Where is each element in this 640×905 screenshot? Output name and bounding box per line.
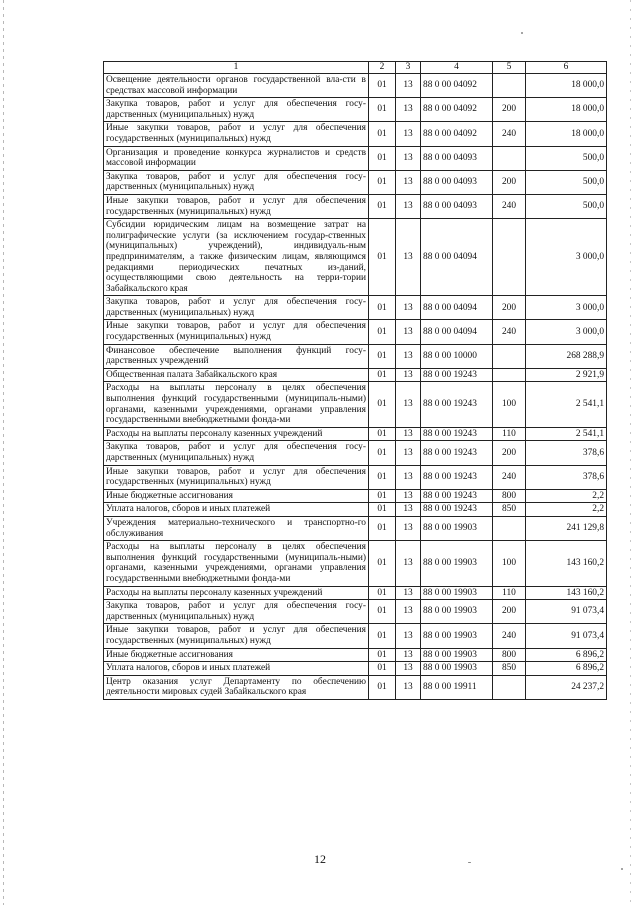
column-header: 6 — [526, 62, 607, 74]
amount-cell: 2 921,9 — [526, 368, 607, 382]
amount-cell: 18 000,0 — [526, 74, 607, 98]
subsection-code-cell: 13 — [396, 382, 421, 427]
amount-cell: 500,0 — [526, 194, 607, 218]
section-code-cell: 01 — [369, 675, 396, 699]
amount-cell: 2,2 — [526, 503, 607, 517]
section-code-cell: 01 — [369, 320, 396, 344]
subsection-code-cell: 13 — [396, 368, 421, 382]
target-article-cell: 88 0 00 19243 — [421, 489, 493, 503]
section-code-cell: 01 — [369, 600, 396, 624]
subsection-code-cell: 13 — [396, 675, 421, 699]
section-code-cell: 01 — [369, 624, 396, 648]
expense-type-cell: 800 — [493, 648, 526, 662]
column-header: 3 — [396, 62, 421, 74]
target-article-cell: 88 0 00 04094 — [421, 219, 493, 296]
page-number: 12 — [314, 852, 326, 866]
target-article-cell: 88 0 00 19903 — [421, 624, 493, 648]
expense-type-cell: 850 — [493, 662, 526, 676]
scan-speck — [621, 868, 623, 870]
expense-name-cell: Освещение деятельности органов государственной вла-сти в средствах массовой информации — [104, 74, 369, 98]
column-header: 1 — [104, 62, 369, 74]
expense-name-cell: Расходы на выплаты персоналу в целях обеспечения выполнения функций государственными (муниципаль-ными) органами, казенными учреждениями, органами управления государственными внебюджетными фонда-ми — [104, 541, 369, 586]
subsection-code-cell: 13 — [396, 503, 421, 517]
expense-name-cell: Закупка товаров, работ и услуг для обеспечения госу-дарственных (муниципальных) нужд — [104, 170, 369, 194]
expense-name-cell: Расходы на выплаты персоналу казенных учреждений — [104, 427, 369, 441]
target-article-cell: 88 0 00 04093 — [421, 170, 493, 194]
target-article-cell: 88 0 00 19243 — [421, 441, 493, 465]
target-article-cell: 88 0 00 19243 — [421, 382, 493, 427]
amount-cell: 91 073,4 — [526, 624, 607, 648]
expense-type-cell — [493, 368, 526, 382]
amount-cell: 500,0 — [526, 170, 607, 194]
expense-type-cell: 100 — [493, 541, 526, 586]
table-row — [104, 122, 607, 146]
subsection-code-cell: 13 — [396, 600, 421, 624]
target-article-cell: 88 0 00 19911 — [421, 675, 493, 699]
table-row — [104, 503, 607, 517]
amount-cell: 378,6 — [526, 465, 607, 489]
expense-name-cell: Субсидии юридическим лицам на возмещение затрат на полиграфические услуги (за исключением государ-ственных (муниципальных) учреждений), индивидуаль-ным предпринимателям, а также физическим лицам, являющимся редакциями периодических печатных из-даний, осуществляющими свою деятельность на терри-тории Забайкальского края — [104, 219, 369, 296]
target-article-cell: 88 0 00 04094 — [421, 320, 493, 344]
expense-type-cell: 100 — [493, 382, 526, 427]
subsection-code-cell: 13 — [396, 296, 421, 320]
target-article-cell: 88 0 00 10000 — [421, 344, 493, 368]
subsection-code-cell: 13 — [396, 489, 421, 503]
section-code-cell: 01 — [369, 344, 396, 368]
expense-type-cell — [493, 675, 526, 699]
amount-cell: 6 896,2 — [526, 662, 607, 676]
target-article-cell: 88 0 00 04093 — [421, 146, 493, 170]
expense-name-cell: Уплата налогов, сборов и иных платежей — [104, 503, 369, 517]
amount-cell: 91 073,4 — [526, 600, 607, 624]
expense-name-cell: Центр оказания услуг Департаменту по обеспечению деятельности мировых судей Забайкальского края — [104, 675, 369, 699]
subsection-code-cell: 13 — [396, 427, 421, 441]
expense-type-cell — [493, 516, 526, 540]
expense-type-cell: 200 — [493, 170, 526, 194]
amount-cell: 6 896,2 — [526, 648, 607, 662]
amount-cell: 18 000,0 — [526, 98, 607, 122]
target-article-cell: 88 0 00 04092 — [421, 122, 493, 146]
expense-type-cell: 110 — [493, 427, 526, 441]
expense-name-cell: Организация и проведение конкурса журналистов и средств массовой информации — [104, 146, 369, 170]
subsection-code-cell: 13 — [396, 219, 421, 296]
section-code-cell: 01 — [369, 648, 396, 662]
expense-type-cell: 200 — [493, 296, 526, 320]
section-code-cell: 01 — [369, 382, 396, 427]
amount-cell: 378,6 — [526, 441, 607, 465]
expense-name-cell: Иные закупки товаров, работ и услуг для обеспечения государственных (муниципальных) нужд — [104, 122, 369, 146]
target-article-cell: 88 0 00 19903 — [421, 648, 493, 662]
section-code-cell: 01 — [369, 122, 396, 146]
budget-table — [103, 61, 607, 700]
table-row — [104, 489, 607, 503]
table-row — [104, 541, 607, 586]
expense-type-cell — [493, 344, 526, 368]
section-code-cell: 01 — [369, 296, 396, 320]
subsection-code-cell: 13 — [396, 662, 421, 676]
expense-name-cell: Иные закупки товаров, работ и услуг для обеспечения государственных (муниципальных) нужд — [104, 194, 369, 218]
table-row — [104, 465, 607, 489]
expense-type-cell — [493, 146, 526, 170]
target-article-cell: 88 0 00 04092 — [421, 98, 493, 122]
table-row — [104, 600, 607, 624]
target-article-cell: 88 0 00 04092 — [421, 74, 493, 98]
amount-cell: 500,0 — [526, 146, 607, 170]
section-code-cell: 01 — [369, 441, 396, 465]
subsection-code-cell: 13 — [396, 98, 421, 122]
section-code-cell: 01 — [369, 146, 396, 170]
expense-type-cell: 200 — [493, 441, 526, 465]
section-code-cell: 01 — [369, 368, 396, 382]
table-row — [104, 662, 607, 676]
table-header-row — [104, 62, 607, 74]
expense-type-cell: 240 — [493, 320, 526, 344]
expense-name-cell: Расходы на выплаты персоналу в целях обеспечения выполнения функций государственными (муниципаль-ными) органами, казенными учреждениями, органами управления государственными внебюджетными фонда-ми — [104, 382, 369, 427]
expense-name-cell: Расходы на выплаты персоналу казенных учреждений — [104, 586, 369, 600]
column-header: 2 — [369, 62, 396, 74]
section-code-cell: 01 — [369, 194, 396, 218]
expense-name-cell: Закупка товаров, работ и услуг для обеспечения госу-дарственных (муниципальных) нужд — [104, 600, 369, 624]
target-article-cell: 88 0 00 19903 — [421, 516, 493, 540]
expense-type-cell: 240 — [493, 624, 526, 648]
amount-cell: 24 237,2 — [526, 675, 607, 699]
amount-cell: 18 000,0 — [526, 122, 607, 146]
expense-name-cell: Иные бюджетные ассигнования — [104, 648, 369, 662]
column-header: 5 — [493, 62, 526, 74]
amount-cell: 3 000,0 — [526, 219, 607, 296]
subsection-code-cell: 13 — [396, 441, 421, 465]
section-code-cell: 01 — [369, 503, 396, 517]
subsection-code-cell: 13 — [396, 170, 421, 194]
section-code-cell: 01 — [369, 98, 396, 122]
expense-type-cell — [493, 74, 526, 98]
table-row — [104, 320, 607, 344]
section-code-cell: 01 — [369, 170, 396, 194]
table-row — [104, 675, 607, 699]
amount-cell: 3 000,0 — [526, 296, 607, 320]
amount-cell: 3 000,0 — [526, 320, 607, 344]
table-row — [104, 146, 607, 170]
expense-name-cell: Уплата налогов, сборов и иных платежей — [104, 662, 369, 676]
expense-name-cell: Закупка товаров, работ и услуг для обеспечения госу-дарственных (муниципальных) нужд — [104, 98, 369, 122]
target-article-cell: 88 0 00 19243 — [421, 427, 493, 441]
expense-name-cell: Иные закупки товаров, работ и услуг для обеспечения государственных (муниципальных) нужд — [104, 465, 369, 489]
expense-type-cell: 240 — [493, 194, 526, 218]
section-code-cell: 01 — [369, 541, 396, 586]
amount-cell: 2 541,1 — [526, 427, 607, 441]
subsection-code-cell: 13 — [396, 586, 421, 600]
subsection-code-cell: 13 — [396, 648, 421, 662]
target-article-cell: 88 0 00 19903 — [421, 586, 493, 600]
section-code-cell: 01 — [369, 662, 396, 676]
expense-type-cell: 800 — [493, 489, 526, 503]
table-row — [104, 368, 607, 382]
expense-type-cell: 200 — [493, 98, 526, 122]
expense-type-cell: 240 — [493, 122, 526, 146]
expense-name-cell: Иные закупки товаров, работ и услуг для обеспечения государственных (муниципальных) нужд — [104, 320, 369, 344]
expense-type-cell: 110 — [493, 586, 526, 600]
amount-cell: 241 129,8 — [526, 516, 607, 540]
table-row — [104, 586, 607, 600]
section-code-cell: 01 — [369, 74, 396, 98]
table-row — [104, 382, 607, 427]
subsection-code-cell: 13 — [396, 624, 421, 648]
amount-cell: 143 160,2 — [526, 541, 607, 586]
target-article-cell: 88 0 00 19903 — [421, 600, 493, 624]
scan-edge-right — [630, 0, 631, 905]
table-row — [104, 170, 607, 194]
table-row — [104, 74, 607, 98]
subsection-code-cell: 13 — [396, 320, 421, 344]
subsection-code-cell: 13 — [396, 344, 421, 368]
expense-name-cell: Закупка товаров, работ и услуг для обеспечения госу-дарственных (муниципальных) нужд — [104, 441, 369, 465]
table-row — [104, 296, 607, 320]
subsection-code-cell: 13 — [396, 541, 421, 586]
expense-name-cell: Иные закупки товаров, работ и услуг для обеспечения государственных (муниципальных) нужд — [104, 624, 369, 648]
subsection-code-cell: 13 — [396, 194, 421, 218]
table-row — [104, 98, 607, 122]
amount-cell: 2 541,1 — [526, 382, 607, 427]
section-code-cell: 01 — [369, 219, 396, 296]
scan-speck — [521, 32, 523, 34]
target-article-cell: 88 0 00 19903 — [421, 662, 493, 676]
subsection-code-cell: 13 — [396, 465, 421, 489]
amount-cell: 143 160,2 — [526, 586, 607, 600]
table-row — [104, 194, 607, 218]
target-article-cell: 88 0 00 19243 — [421, 368, 493, 382]
table-row — [104, 648, 607, 662]
scan-edge-left — [3, 0, 4, 905]
subsection-code-cell: 13 — [396, 74, 421, 98]
table-row — [104, 441, 607, 465]
expense-name-cell: Учреждения материально-технического и транспортно-го обслуживания — [104, 516, 369, 540]
subsection-code-cell: 13 — [396, 146, 421, 170]
target-article-cell: 88 0 00 04094 — [421, 296, 493, 320]
expense-name-cell: Иные бюджетные ассигнования — [104, 489, 369, 503]
table-row — [104, 427, 607, 441]
subsection-code-cell: 13 — [396, 122, 421, 146]
expense-name-cell: Общественная палата Забайкальского края — [104, 368, 369, 382]
section-code-cell: 01 — [369, 516, 396, 540]
amount-cell: 268 288,9 — [526, 344, 607, 368]
target-article-cell: 88 0 00 19903 — [421, 541, 493, 586]
section-code-cell: 01 — [369, 465, 396, 489]
table-row — [104, 219, 607, 296]
section-code-cell: 01 — [369, 586, 396, 600]
table-row — [104, 344, 607, 368]
column-header: 4 — [421, 62, 493, 74]
expense-type-cell — [493, 219, 526, 296]
subsection-code-cell: 13 — [396, 516, 421, 540]
table-body — [104, 74, 607, 700]
expense-type-cell: 200 — [493, 600, 526, 624]
amount-cell: 2,2 — [526, 489, 607, 503]
section-code-cell: 01 — [369, 489, 396, 503]
expense-name-cell: Финансовое обеспечение выполнения функций госу-дарственных учреждений — [104, 344, 369, 368]
target-article-cell: 88 0 00 04093 — [421, 194, 493, 218]
target-article-cell: 88 0 00 19243 — [421, 465, 493, 489]
section-code-cell: 01 — [369, 427, 396, 441]
table-row — [104, 516, 607, 540]
expense-type-cell: 850 — [493, 503, 526, 517]
expense-name-cell: Закупка товаров, работ и услуг для обеспечения госу-дарственных (муниципальных) нужд — [104, 296, 369, 320]
target-article-cell: 88 0 00 19243 — [421, 503, 493, 517]
table-row — [104, 624, 607, 648]
expense-type-cell: 240 — [493, 465, 526, 489]
